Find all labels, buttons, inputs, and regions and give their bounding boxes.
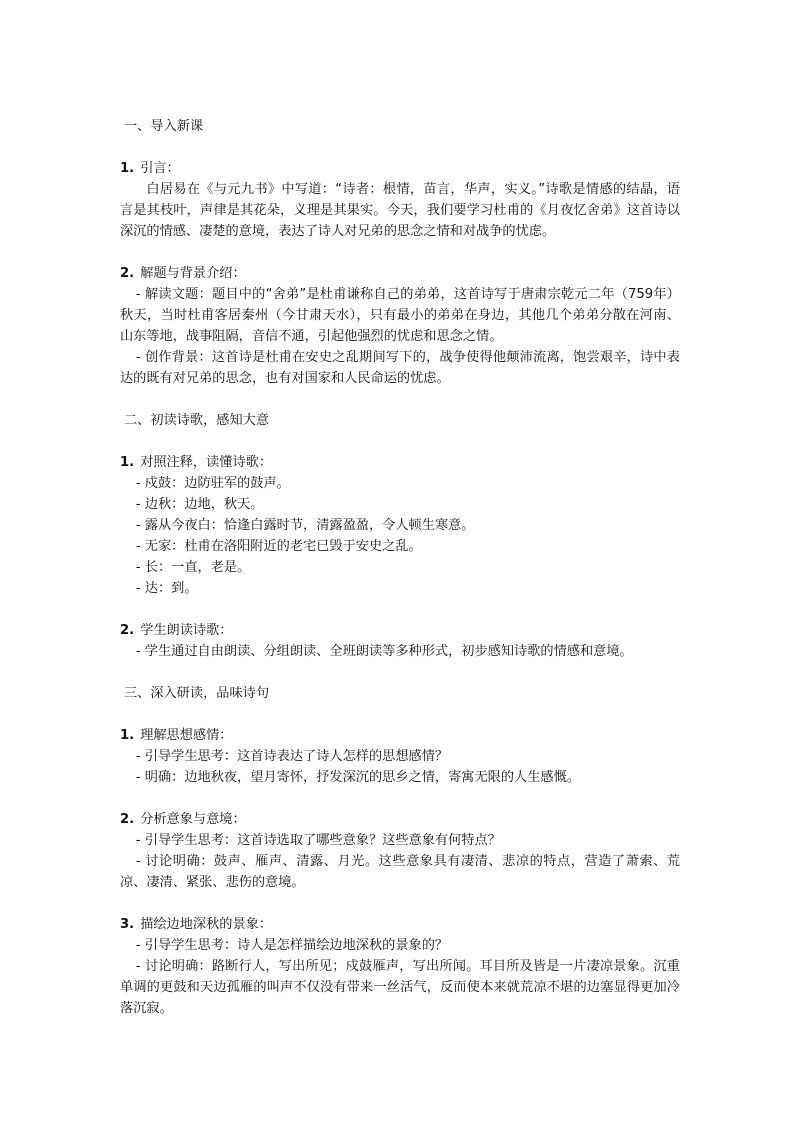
paragraph: - 创作背景：这首诗是杜甫在安史之乱期间写下的，战争使得他颠沛流离，饱尝艰辛，诗中表达的既有对兄弟的思念，也有对国家和人民命运的忧虑。 xyxy=(120,350,680,386)
item-heading xyxy=(120,452,680,473)
section-item xyxy=(120,725,680,788)
item-heading-text: 分析意象与意境： xyxy=(140,812,246,827)
document-page xyxy=(120,116,680,1040)
section-item xyxy=(120,620,680,662)
item-heading xyxy=(120,725,680,746)
section-item xyxy=(120,452,680,599)
item-heading-text: 对照注释，读懂诗歌： xyxy=(140,455,273,470)
section-title: 三、深入研读，品味诗句 xyxy=(124,686,270,701)
paragraph: - 讨论明确：鼓声、雁声、清露、月光。这些意象具有凄清、悲凉的特点，营造了萧索、荒凉、凄清、紧张、悲伤的意境。 xyxy=(120,854,680,890)
list-item: - 达：到。 xyxy=(135,581,198,596)
item-number: 1. xyxy=(120,161,135,176)
item-heading xyxy=(120,914,680,935)
section-item xyxy=(120,914,680,1019)
list-item: - 长：一直，老是。 xyxy=(135,560,251,575)
item-heading xyxy=(120,620,680,641)
item-number: 2. xyxy=(120,266,135,281)
paragraph: - 引导学生思考：诗人是怎样描绘边地深秋的景象的？ xyxy=(135,938,449,953)
list-item: - 学生通过自由朗读、分组朗读、全班朗读等多种形式，初步感知诗歌的情感和意境。 xyxy=(135,644,633,659)
paragraph: 白居易在《与元九书》中写道：“诗者：根情，苗言，华声，实义。”诗歌是情感的结晶，语言是其枝叶，声律是其花朵，义理是其果实。今天，我们要学习杜甫的《月夜忆舍弟》这首诗以深沉的情感、凄楚的意境，表达了诗人对兄弟的思念之情和对战争的忧虑。 xyxy=(120,182,680,239)
section-item xyxy=(120,809,680,893)
item-heading-text: 解题与背景介绍： xyxy=(140,266,246,281)
paragraph: - 引导学生思考：这首诗选取了哪些意象？这些意象有何特点？ xyxy=(135,833,501,848)
item-number: 2. xyxy=(120,623,135,638)
item-heading-text: 理解思想感情： xyxy=(140,728,233,743)
paragraph: - 讨论明确：路断行人，写出所见；戍鼓雁声，写出所闻。耳目所及皆是一片凄凉景象。沉重单调的更鼓和天边孤雁的叫声不仅没有带来一丝活气，反而使本来就荒凉不堪的边塞显得更加冷落沉寂。 xyxy=(120,959,680,1016)
list-item: - 引导学生思考：这首诗表达了诗人怎样的思想感情？ xyxy=(135,749,449,764)
section-item xyxy=(120,158,680,242)
item-heading-text: 描绘边地深秋的景象： xyxy=(140,917,273,932)
list-item: - 明确：边地秋夜，望月寄怀，抒发深沉的思乡之情，寄寓无限的人生感慨。 xyxy=(135,770,580,785)
item-heading xyxy=(120,809,680,830)
list-item: - 露从今夜白：恰逢白露时节，清露盈盈，令人顿生寒意。 xyxy=(135,518,475,533)
item-heading xyxy=(120,158,680,179)
item-number: 2. xyxy=(120,812,135,827)
item-number: 1. xyxy=(120,455,135,470)
item-number: 1. xyxy=(120,728,135,743)
item-heading-text: 引言： xyxy=(140,161,180,176)
list-item: - 边秋：边地，秋天。 xyxy=(135,497,264,512)
paragraph: - 解读文题：题目中的“舍弟”是杜甫谦称自己的弟弟，这首诗写于唐肃宗乾元二年（759年）秋天，当时杜甫客居秦州（今甘肃天水），只有最小的弟弟在身边，其他几个弟弟分散在河南、山东等地，战事阻隔，音信不通，引起他强烈的忧虑和思念之情。 xyxy=(120,287,680,344)
item-heading xyxy=(120,263,680,284)
item-number: 3. xyxy=(120,917,135,932)
item-heading-text: 学生朗读诗歌： xyxy=(140,623,233,638)
list-item: - 无家：杜甫在洛阳附近的老宅已毁于安史之乱。 xyxy=(135,539,422,554)
list-item: - 戍鼓：边防驻军的鼓声。 xyxy=(135,476,290,491)
section-item xyxy=(120,263,680,389)
section-title: 一、导入新课 xyxy=(124,119,204,134)
section-title: 二、初读诗歌，感知大意 xyxy=(124,413,270,428)
